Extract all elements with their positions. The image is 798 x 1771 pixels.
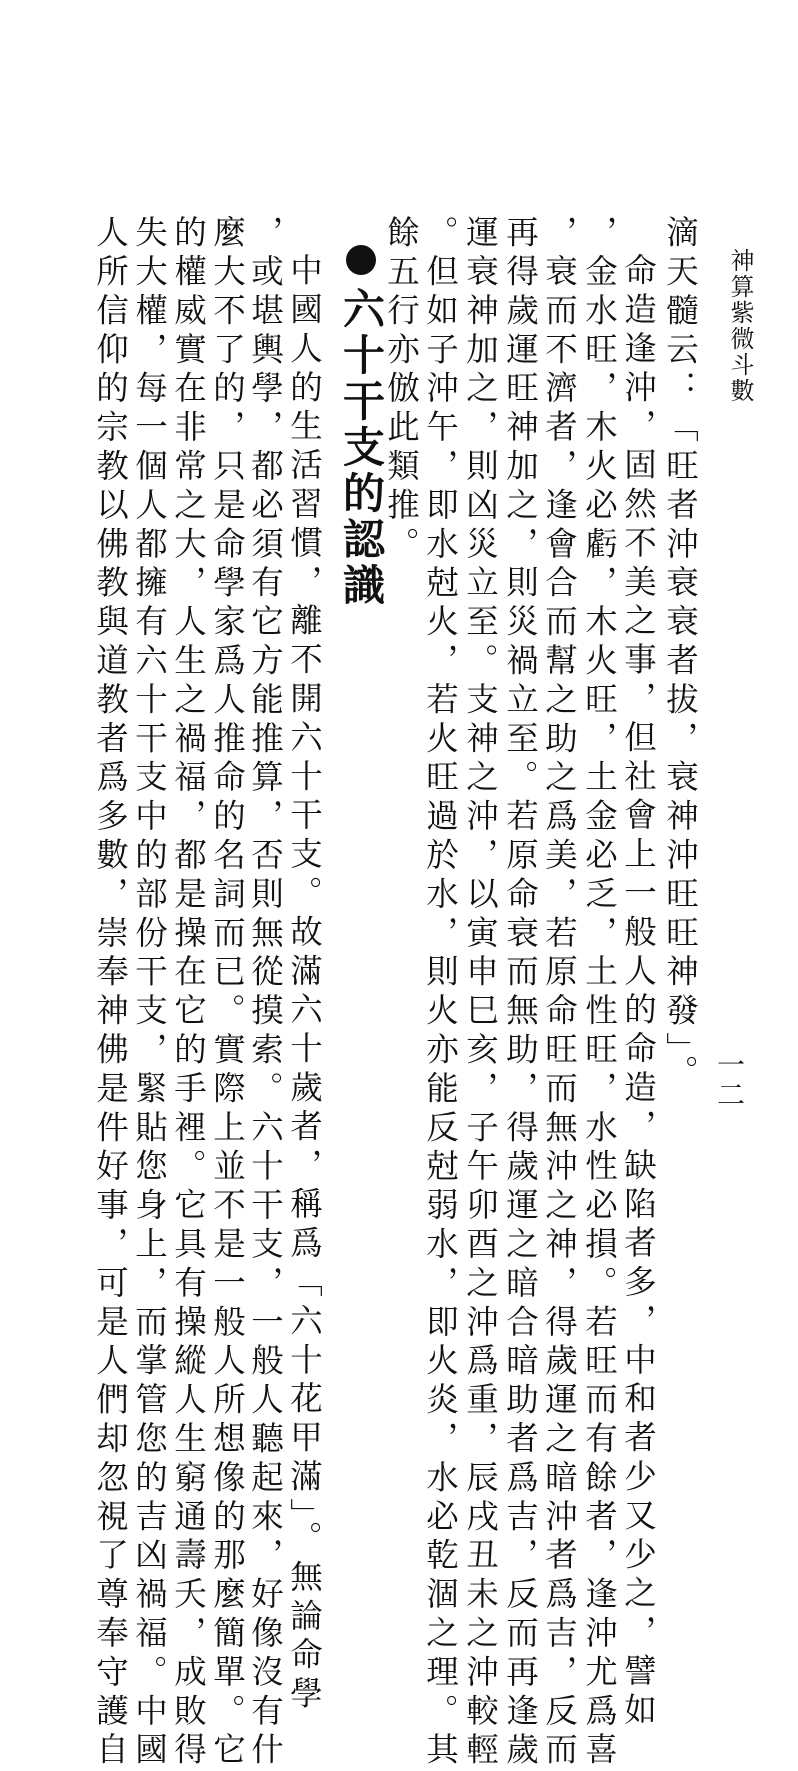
body-column-3: ，金水旺，木火必虧，木火旺，土金必乏，土性旺，水性必損。若旺而有餘者，逢沖尤爲喜 [580,215,619,1771]
body-column-5: 再得歲運旺神加之，則災禍立至。若原命衰而無助，得歲運之暗合暗助者爲吉，反而再逢歲 [501,215,540,1771]
body-column-9: 中國人的生活習慣，離不開六十干支。故滿六十歲者，稱爲「六十花甲滿」。無論命學 [285,253,324,1715]
body-column-7: 。但如子沖午，即水尅火，若火旺過於水，則火亦能反尅弱水，即火炎，水必乾涸之理。其 [421,215,460,1771]
bullet-icon [346,245,376,275]
section-heading [337,245,386,609]
page-number: 一二 [713,1050,746,1110]
body-column-6: 運衰神加之，則凶災立至。支神之沖，以寅申巳亥，子午卯酉之沖爲重，辰戌丑未之沖較輕 [461,215,500,1771]
body-column-4: ，衰而不濟者，逢會合而幫之助之爲美，若原命旺而無沖之神，得歲運之暗沖者爲吉，反而 [540,215,579,1771]
body-column-8: 餘五行亦倣此類推。 [382,215,421,566]
body-column-12: 的權威實在非常之大，人生之禍福，都是操在它的手裡。它具有操縱人生窮通壽夭，成敗得 [169,215,208,1771]
body-column-13: 失大權，每一個人都擁有六十干支中的部份干支，緊貼您身上，而掌管您的吉凶禍福。中國 [130,215,169,1771]
body-column-11: 麼大不了的，只是命學家爲人推命的名詞而已。實際上並不是一般人所想像的那麼簡單。它 [208,215,247,1771]
body-column-14: 人所信仰的宗教以佛教與道教者爲多數，崇奉神佛是件好事，可是人們却忽視了尊奉守護自 [91,215,130,1771]
body-column-1: 滴天髓云：「旺者沖衰衰者拔，衰神沖旺旺神發」。 [661,215,700,1094]
body-column-10: ，或堪輿學，都必須有它方能推算，否則無從摸索。六十干支，一般人聽起來，好像沒有什 [246,215,285,1771]
body-column-2: 命造逢沖，固然不美之事，但社會上一般人的命造，缺陷者多，中和者少又少之，譬如 [619,253,658,1732]
section-title: 六十干支的認識 [337,287,386,609]
book-title-header: 神算紫微斗數 [726,248,754,404]
